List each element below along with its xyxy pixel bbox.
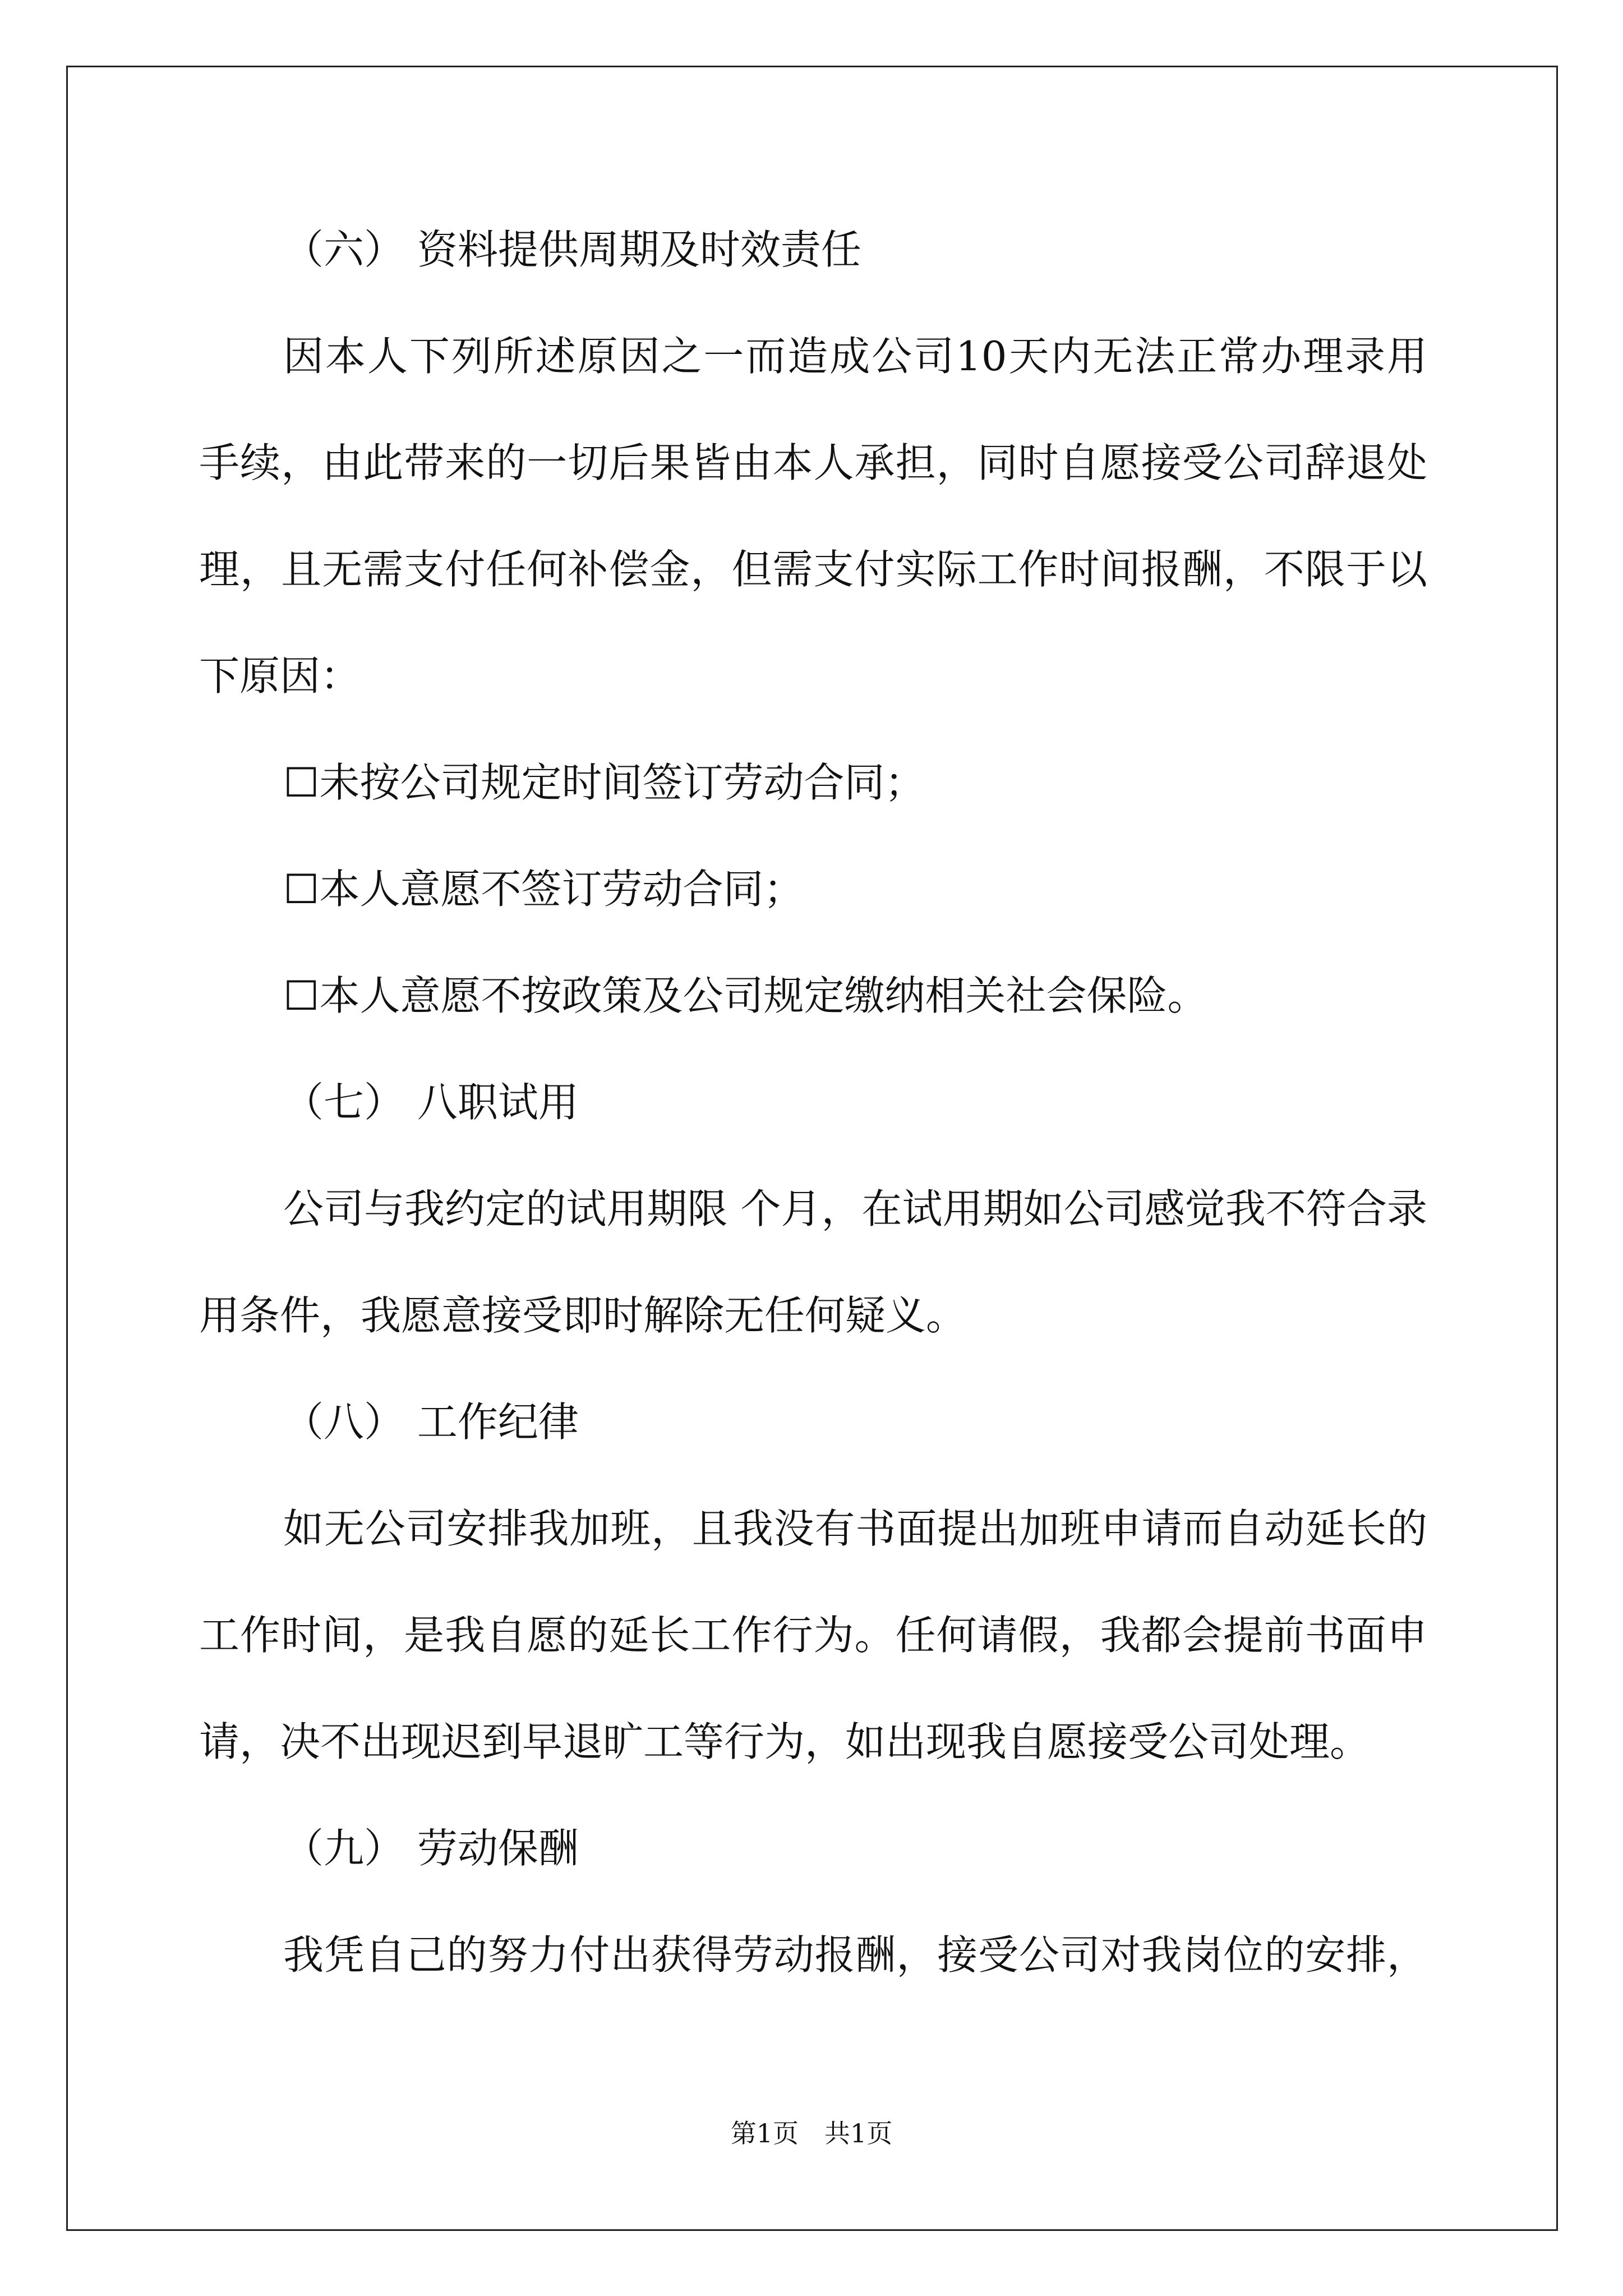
paragraph-line: 工作时间，是我自愿的延长工作行为。任何请假，我都会提前书面申 (199, 1612, 1427, 1659)
section-heading-7: （七） 八职试用 (283, 1079, 579, 1126)
checkbox-item: ☐未按公司规定时间签订劳动合同； (283, 759, 925, 806)
page-footer: 第1页 共1页 (730, 2118, 893, 2148)
paragraph-line: 因本人下列所述原因之一而造成公司10天内无法正常办理录用 (283, 333, 1427, 380)
section-heading-6: （六） 资料提供周期及时效责任 (283, 226, 861, 273)
page-border (66, 66, 1558, 2231)
paragraph-line: 如无公司安排我加班，且我没有书面提出加班申请而自动延长的 (283, 1505, 1427, 1552)
paragraph-line: 手续，由此带来的一切后果皆由本人承担，同时自愿接受公司辞退处 (199, 439, 1427, 486)
paragraph-line: 公司与我约定的试用期限 个月，在试用期如公司感觉我不符合录 (283, 1185, 1427, 1232)
checkbox-item: ☐本人意愿不按政策及公司规定缴纳相关社会保险。 (283, 972, 1208, 1019)
checkbox-item: ☐本人意愿不签订劳动合同； (283, 866, 804, 913)
paragraph-line: 用条件，我愿意接受即时解除无任何疑义。 (199, 1292, 967, 1339)
paragraph-line: 请，决不出现迟到早退旷工等行为，如出现我自愿接受公司处理。 (199, 1718, 1371, 1765)
paragraph-line: 理，且无需支付任何补偿金，但需支付实际工作时间报酬，不限于以 (199, 546, 1427, 593)
section-heading-8: （八） 工作纪律 (283, 1398, 579, 1446)
paragraph-line: 下原因： (199, 652, 361, 700)
section-heading-9: （九） 劳动保酬 (283, 1825, 579, 1872)
paragraph-line: 我凭自己的努力付出获得劳动报酬，接受公司对我岗位的安排， (283, 1931, 1427, 1978)
